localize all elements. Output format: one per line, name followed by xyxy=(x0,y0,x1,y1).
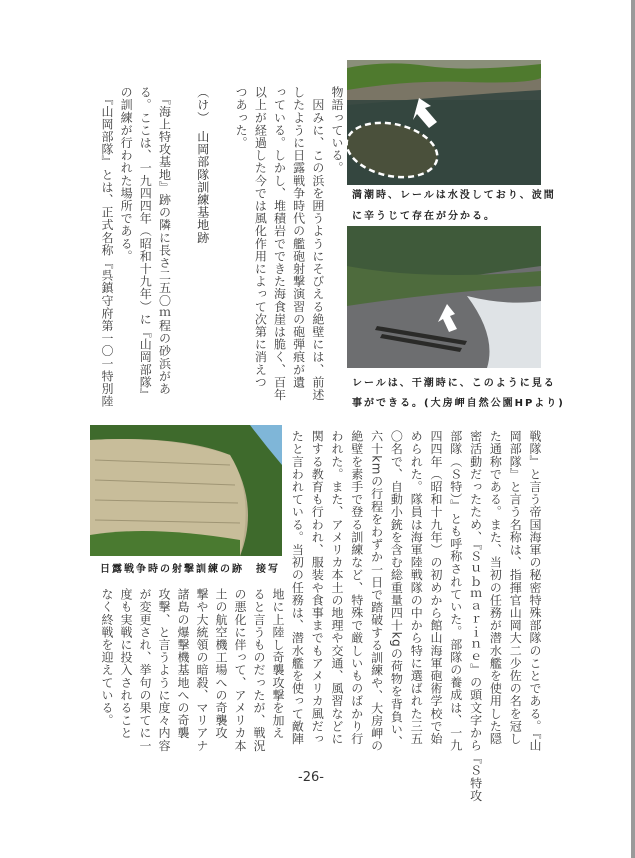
text-line: っている。しかし、堆積岩でできた海食崖は脆く、百年 xyxy=(272,86,287,401)
text-line: 戦隊』と言う帝国海軍の秘密特殊部隊のことである。『山 xyxy=(528,430,542,752)
text-line: た通称である。また、当初の任務が潜水艦を使用した隠 xyxy=(488,430,503,745)
text-line: 絶壁を素手で登る訓練など、特殊で厳しいものばかり行 xyxy=(349,430,364,745)
text-line: る。ここは、一九四四年（昭和十九年）に『山岡部隊』 xyxy=(138,86,153,401)
text-line: の訓練が行われた場所である。 xyxy=(119,86,134,263)
text-line: 〇名で、自動小銃を含む総重量四十kgの荷物を背負い、 xyxy=(389,430,404,749)
text-line: ると言うものだったが、戦況 xyxy=(252,588,266,752)
text-line: 以上が経過した今では風化作用によって次第に消えつ xyxy=(253,86,268,389)
photo-high-tide xyxy=(347,60,541,185)
page-number: -26- xyxy=(298,770,324,785)
photo2-caption-line1: レールは、干潮時に、このように見る xyxy=(352,378,556,389)
text-line: なく終戦を迎えている。 xyxy=(100,588,114,727)
text-line: 岡部隊』と言う名称は、指揮官山岡大二少佐の名を冠し xyxy=(508,430,523,745)
text-line: したように日露戦争時代の艦砲射撃演習の砲弾痕が遺 xyxy=(291,86,306,389)
text-line: 『山岡部隊』とは、正式名称『呉鎮守府第一〇一特別陸 xyxy=(99,86,114,408)
text-line: 四四年（昭和十九年）の初めから館山海軍砲術学校で始 xyxy=(429,430,443,745)
page-edge xyxy=(631,0,635,858)
text-line: 『海上特攻基地』跡の隣に長さ二五〇ｍ程の砂浜があ xyxy=(157,86,172,395)
text-line: 因みに、この浜を囲うようにそびえる絶壁には、前述 xyxy=(310,86,325,401)
text-line: 六十kmの行程をわずか一日で踏破する訓練や、大房岬の xyxy=(369,430,384,753)
text-line: 攻撃、と言うように度々内容 xyxy=(157,588,171,752)
text-line: 諸島の爆撃機基地への奇襲 xyxy=(176,588,190,740)
text-line: 関する教育も行われ、服装や食事までもアメリカ風だっ xyxy=(310,430,325,745)
text-line: の悪化に伴って、アメリカ本 xyxy=(233,588,247,752)
text-line: われた。また、アメリカ本土の地理や交通、風習などに xyxy=(330,430,344,745)
photo2-caption-line2: 事ができる。(大房岬自然公園HPより) xyxy=(352,398,565,409)
text-line: 度も実戦に投入されること xyxy=(119,588,133,740)
text-line: 撃や大統領の暗殺、マリアナ xyxy=(195,588,209,752)
text-line: が変更され、挙句の果てに一 xyxy=(138,588,152,752)
text-line: 物語っている。 xyxy=(330,86,344,175)
photo3-caption: 日露戦争時の射撃訓練の跡 接写 xyxy=(100,564,280,575)
section-heading: （け） 山岡部隊訓練基地跡 xyxy=(195,86,210,244)
text-line: たと言われている。当初の任務は、潜水艦を使って敵陣 xyxy=(290,430,305,745)
text-line: 土の航空機工場への奇襲攻 xyxy=(214,588,228,740)
text-line: 地に上陸し奇襲攻撃を加え xyxy=(271,588,285,740)
photo1-caption-line2: に辛うじて存在が分かる。 xyxy=(352,211,496,222)
text-line: 密活動だったため、『Ｓｕｂｍａｒｉｎｅ』の頭文字から『Ｓ特攻 xyxy=(468,430,483,802)
text-line: 部隊（Ｓ特）』とも呼称されていた。部隊の養成は、一九 xyxy=(448,430,463,752)
text-line: められた。隊員は海軍陸戦隊の中から特に選ばれた三五 xyxy=(409,430,424,745)
text-line: つあった。 xyxy=(234,86,249,149)
photo-low-tide-rails xyxy=(347,226,541,368)
photo1-caption-line1: 満潮時、レールは水没しており、波間 xyxy=(352,190,556,201)
photo-cliff-shell-marks xyxy=(90,425,282,556)
